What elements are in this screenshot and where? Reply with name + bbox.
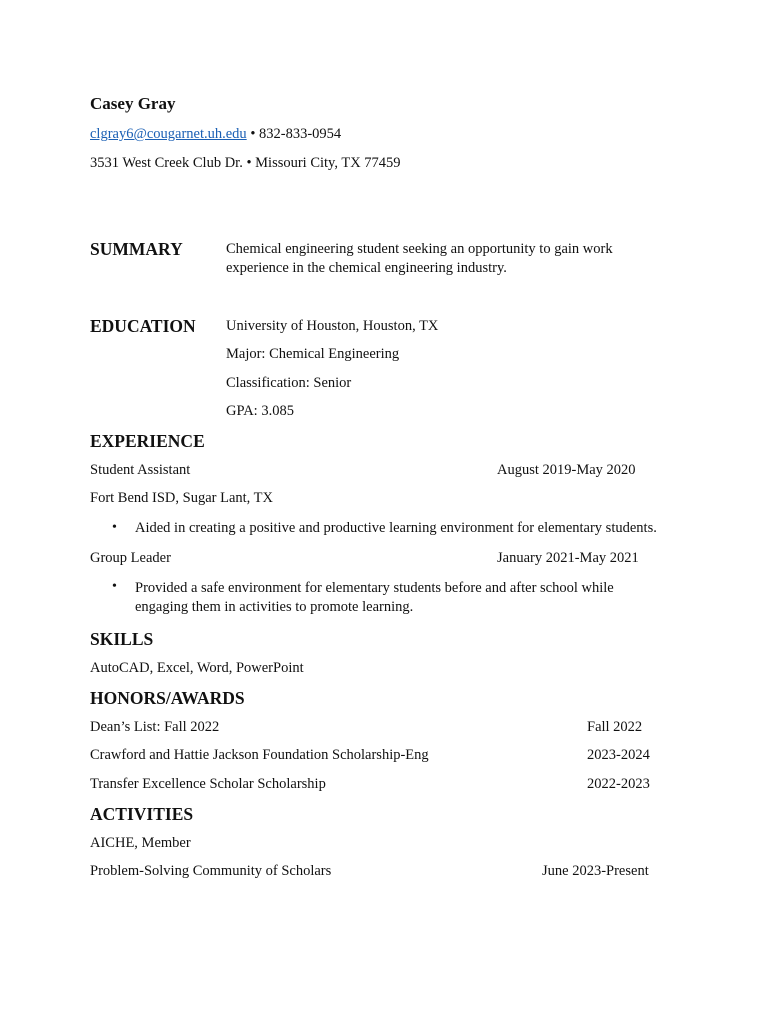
education-school: University of Houston, Houston, TX (226, 318, 439, 334)
honor-date: Fall 2022 (587, 719, 643, 735)
job-bullet-text: Aided in creating a positive and productive learning environment for elementary students. (135, 520, 657, 536)
applicant-name: Casey Gray (90, 94, 176, 113)
job-title: Student Assistant (90, 462, 191, 478)
honor-name: Transfer Excellence Scholar Scholarship (90, 776, 326, 792)
job-organization: Fort Bend ISD, Sugar Lant, TX (90, 490, 273, 506)
contact-separator: • (250, 126, 256, 142)
job-dates: January 2021-May 2021 (497, 550, 639, 566)
honor-date: 2023-2024 (587, 747, 650, 763)
education-major: Major: Chemical Engineering (226, 346, 400, 362)
job-bullet-text: Provided a safe environment for elementary students before and after school while engaging them in activities to promote learning. (135, 580, 614, 615)
phone-number: 832-833-0954 (259, 126, 342, 142)
experience-heading: EXPERIENCE (90, 431, 205, 451)
activity-date: June 2023-Present (542, 863, 649, 879)
contact-line (90, 126, 341, 143)
skills-heading: SKILLS (90, 629, 154, 649)
bullet-icon: • (112, 579, 117, 594)
honor-date: 2022-2023 (587, 776, 650, 792)
address-line: 3531 West Creek Club Dr. • Missouri City, TX 77459 (90, 155, 401, 171)
education-classification: Classification: Senior (226, 375, 352, 391)
activity-name: AICHE, Member (90, 835, 191, 851)
summary-text: Chemical engineering student seeking an opportunity to gain work experience in the chemical engineering industry. (226, 241, 613, 276)
activity-name: Problem-Solving Community of Scholars (90, 863, 332, 879)
summary-heading: SUMMARY (90, 239, 183, 259)
bullet-icon: • (112, 520, 117, 535)
education-gpa: GPA: 3.085 (226, 403, 294, 419)
activities-heading: ACTIVITIES (90, 804, 194, 824)
skills-text: AutoCAD, Excel, Word, PowerPoint (90, 660, 304, 676)
honors-heading: HONORS/AWARDS (90, 688, 245, 708)
honor-name: Crawford and Hattie Jackson Foundation Scholarship-Eng (90, 747, 429, 763)
honor-name: Dean’s List: Fall 2022 (90, 719, 220, 735)
education-heading: EDUCATION (90, 316, 196, 336)
job-title: Group Leader (90, 550, 171, 566)
email-link[interactable]: clgray6@cougarnet.uh.edu (90, 126, 247, 142)
job-dates: August 2019-May 2020 (497, 462, 636, 478)
